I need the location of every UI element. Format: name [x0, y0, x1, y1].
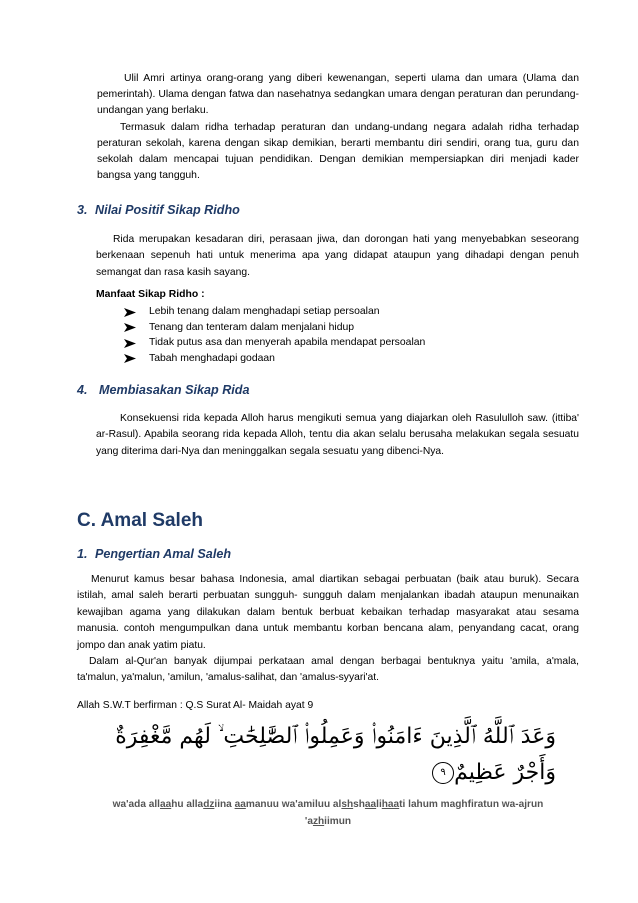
arrow-bullet-icon [124, 308, 136, 317]
amal-saleh-body [77, 572, 579, 687]
transliteration-segment: sh [353, 799, 365, 810]
arabic-verse-line-2: وَأَجْرٌ عَظِيمٌ [454, 760, 556, 785]
transliteration-segment: zh [312, 816, 325, 827]
transliteration-block [77, 796, 579, 830]
arrow-bullet-icon [124, 339, 136, 348]
amal-saleh-number: 1. [77, 547, 88, 561]
transliteration-segment: ti lahum maghfiratun wa-ajrun [399, 799, 544, 810]
section-4-paragraph: Konsekuensi rida kepada Alloh harus mengikuti semua yang diajarkan oleh Rasululloh saw. (ittiba' ar-Rasul). Apabila seorang rida kepada Alloh, tentu dia akan selalu berusaha melakukan segala sesuatu yang diterima dari-Nya dan meninggalkan segala sesuatu yang dibenci-Nya. [96, 413, 579, 457]
benefits-list [124, 304, 425, 366]
verse-intro: Allah S.W.T berfirman : Q.S Surat Al- Maidah ayat 9 [77, 700, 314, 711]
section-c-heading: C. Amal Saleh [77, 510, 204, 531]
section-3-heading [77, 203, 240, 217]
arrow-bullet-icon [124, 354, 136, 363]
transliteration-segment: 'a [304, 816, 313, 827]
amal-saleh-paragraph-2: Dalam al-Qur'an banyak dijumpai perkataan amal dengan berbagai bentuknya yaitu 'amila, a'mala, ta'malun, ya'malun, 'amilun, 'amalus-salihat, dan 'amalus-syyari'at. [77, 656, 579, 684]
transliteration-segment: manuu wa'amiluu al [245, 799, 342, 810]
arabic-verse-line-2-row [250, 758, 556, 788]
transliteration-segment: li [376, 799, 382, 810]
benefit-text: Tenang dan tenteram dalam menjalani hidup [149, 321, 355, 333]
benefit-item [124, 335, 425, 351]
arabic-verse-line-1: وَعَدَ ٱللَّهُ ٱلَّذِينَ ءَامَنُوا۟ وَعَمِلُوا۟ ٱلصَّٰلِحَٰتِ ۙ لَهُم مَّغْفِرَةٌ [115, 724, 556, 749]
benefit-text: Lebih tenang dalam menghadapi setiap persoalan [149, 306, 380, 317]
transliteration-segment: dz [203, 799, 215, 810]
benefits-title: Manfaat Sikap Ridho : [96, 289, 205, 300]
transliteration-segment: haa [381, 799, 400, 810]
intro-paragraph-1: Ulil Amri artinya orang-orang yang diberi kewenangan, seperti ulama dan umara (Ulama dan pemerintah). Ulama dengan fatwa dan nasehatnya sedangkan umara dengan peraturan dan perundang-undangan yang berlaku. [97, 73, 579, 117]
benefit-text: Tabah menghadapi godaan [149, 352, 275, 364]
transliteration-line-2 [77, 813, 579, 830]
amal-saleh-subheading [77, 547, 231, 561]
transliteration-segment: aa [364, 799, 377, 810]
benefit-item [124, 351, 425, 367]
transliteration-segment: aa [234, 799, 246, 810]
transliteration-segment: sh [341, 799, 354, 810]
section-4-number: 4. [77, 383, 88, 397]
transliteration-line-1 [77, 796, 579, 813]
amal-saleh-title: Pengertian Amal Saleh [95, 547, 232, 561]
transliteration-segment: aa [159, 799, 172, 810]
section-3-title: Nilai Positif Sikap Ridho [95, 203, 240, 217]
section-3-number: 3. [77, 203, 88, 217]
benefit-item [124, 304, 425, 320]
arrow-bullet-icon [124, 323, 136, 332]
section-4-title: Membiasakan Sikap Rida [99, 383, 250, 397]
benefit-text: Tidak putus asa dan menyerah apabila mendapat persoalan [149, 337, 426, 348]
intro-paragraph-2: Termasuk dalam ridha terhadap peraturan dan undang-undang negara adalah ridha terhadap peraturan sekolah, karena dengan sikap demikian, berarti membantu diri sendiri, orang tua, guru dan sekolah dalam mencapai tujuan pendidikan. Dengan demikian mempersiapkan diri menjadi kader bangsa yang tangguh. [97, 121, 579, 182]
benefit-item [124, 320, 425, 336]
transliteration-segment: hu alla [171, 799, 204, 810]
amal-saleh-paragraph-1: Menurut kamus besar bahasa Indonesia, amal diartikan sebagai perbuatan (baik atau buruk). Secara istilah, amal saleh berarti perbuatan sungguh- sungguh dalam menjalankan ibadah ataupun menunaikan kewajiban agama yang dilakukan dalam bentuk berbuat kebaikan terhadap masyarakat atau sesama manusia. contoh mengumpulkan dana untuk membantu korban bencana alam, penyandang cacat, orang jompo dan anak yatim piatu. [77, 574, 579, 651]
section-4-heading [77, 383, 250, 397]
intro-block [97, 71, 579, 184]
transliteration-segment: iina [214, 799, 235, 810]
ayah-number-mark: ٩ [432, 762, 454, 784]
section-3-paragraph: Rida merupakan kesadaran diri, perasaan jiwa, dan dorongan hati yang menyebabkan seseorang berkenaan sepenuh hati untuk menerima apa yang didapat ataupun yang dihadapi dengan penuh semangat dan rasa kasih sayang. [96, 234, 579, 278]
transliteration-segment: iimun [324, 816, 352, 827]
transliteration-segment: wa'ada all [112, 799, 160, 810]
